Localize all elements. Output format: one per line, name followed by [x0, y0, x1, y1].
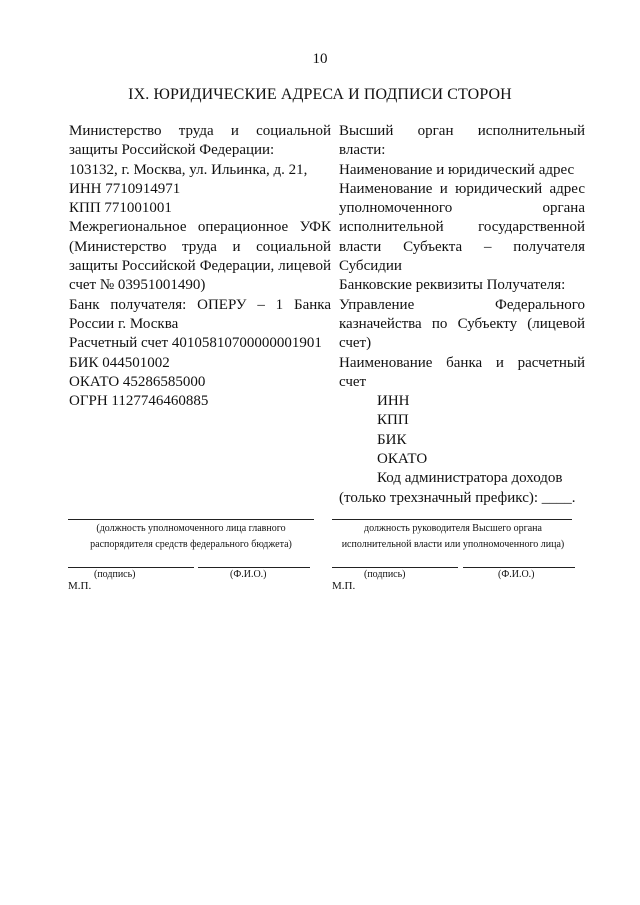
right-stamp-label: М.П.	[332, 580, 356, 592]
ministry-inn: ИНН 7710914971	[69, 180, 181, 197]
ministry-bank: Банк получателя: ОПЕРУ – 1 Банка России г. Москва	[69, 296, 331, 332]
recipient-bank-details: Банковские реквизиты Получателя:	[339, 277, 566, 294]
ministry-details-column	[69, 122, 331, 411]
recipient-revenue-admin-code: Код администратора доходов	[377, 470, 563, 487]
right-position-line	[332, 519, 572, 520]
page-number: 10	[312, 51, 328, 67]
ministry-ufk: Межрегиональное операционное УФК (Министерство труда и социальной защиты Российской Федерации, лицевой счет № 03951001490)	[69, 219, 331, 294]
recipient-okato: ОКАТО	[377, 451, 428, 468]
left-name-label: (Ф.И.О.)	[230, 569, 267, 580]
left-position-caption-line-1: (должность уполномоченного лица главного	[96, 523, 286, 534]
left-signature-label: (подпись)	[94, 569, 136, 580]
recipient-treasury: Управление Федерального казначейства по Субъекту (лицевой счет)	[339, 296, 585, 352]
left-stamp-label: М.П.	[68, 580, 92, 592]
left-position-caption	[66, 521, 316, 553]
ministry-bik: БИК 044501002	[69, 354, 170, 371]
recipient-details-column	[339, 122, 585, 508]
recipient-kpp: КПП	[377, 412, 409, 429]
recipient-bik: БИК	[377, 431, 407, 448]
recipient-authority: Высший орган исполнительный власти:	[339, 123, 585, 159]
right-name-label: (Ф.И.О.)	[498, 569, 535, 580]
recipient-prefix: (только трехзначный префикс): ____.	[339, 489, 576, 506]
recipient-bank-account: Наименование банка и расчетный счет	[339, 354, 585, 390]
left-position-line	[68, 519, 314, 520]
ministry-kpp: КПП 771001001	[69, 200, 172, 217]
left-position-caption-line-2: распорядителя средств федерального бюджета)	[90, 539, 292, 550]
recipient-inn: ИНН	[377, 393, 410, 410]
right-signature-label: (подпись)	[364, 569, 406, 580]
ministry-address: 103132, г. Москва, ул. Ильинка, д. 21,	[69, 161, 308, 178]
ministry-account: Расчетный счет 40105810700000001901	[69, 335, 322, 352]
ministry-name: Министерство труда и социальной защиты Российской Федерации:	[69, 123, 331, 159]
section-title: IX. ЮРИДИЧЕСКИЕ АДРЕСА И ПОДПИСИ СТОРОН	[128, 86, 512, 103]
recipient-authorized-body: Наименование и юридический адрес уполномоченного органа исполнительной государственной власти Субъекта – получателя Субсидии	[339, 180, 585, 275]
right-position-caption-line-2: исполнительной власти или уполномоченного лица)	[341, 539, 565, 550]
ministry-ogrn: ОГРН 1127746460885	[69, 393, 209, 410]
right-position-caption-line-1: должность руководителя Высшего органа	[364, 523, 542, 534]
ministry-okato: ОКАТО 45286585000	[69, 373, 206, 390]
recipient-name-address: Наименование и юридический адрес	[339, 161, 575, 178]
right-position-caption	[330, 521, 576, 553]
